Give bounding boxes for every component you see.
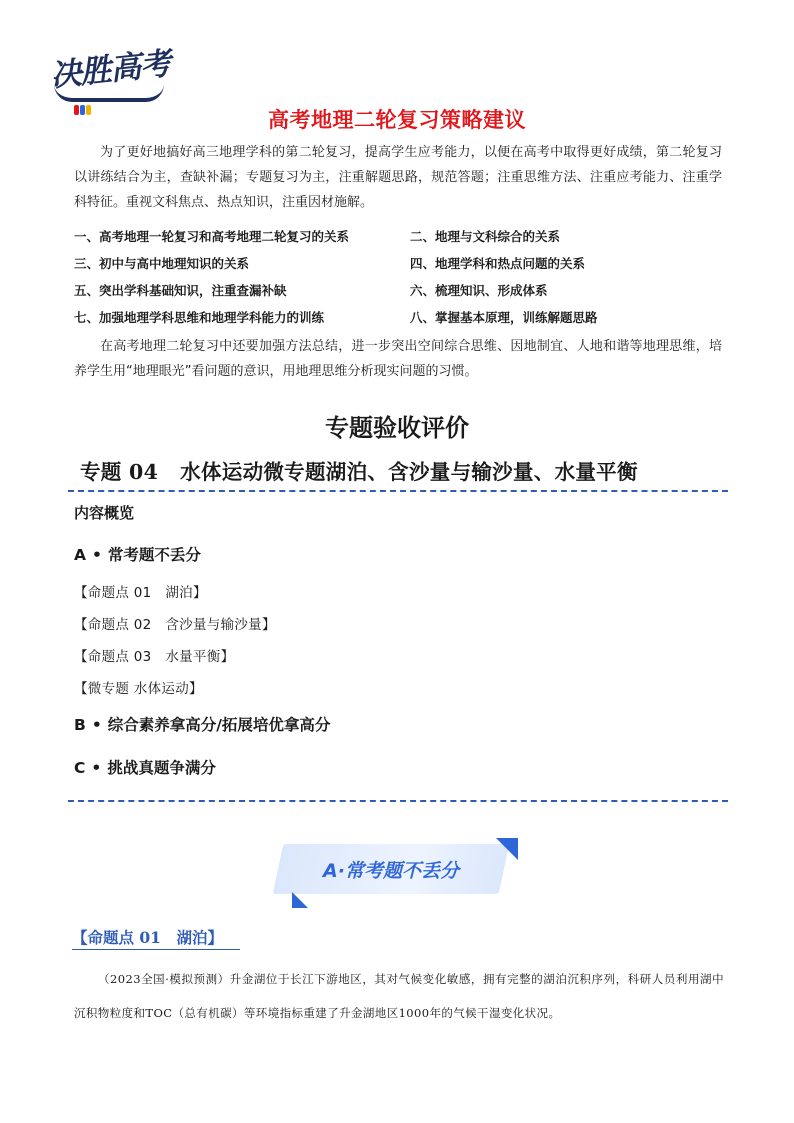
- group-a: [74, 543, 201, 565]
- list-item: 【命题点 03 水量平衡】: [74, 649, 235, 665]
- logo-swoosh: [54, 84, 164, 102]
- topic-number: 专题 04: [80, 460, 159, 484]
- group-dot: •: [92, 546, 102, 564]
- logo-text: 决胜高考: [48, 45, 172, 95]
- section-badge: [278, 838, 518, 912]
- strategy-item: 六、梳理知识、形成体系: [410, 282, 548, 298]
- point-underline: [72, 949, 240, 950]
- group-text: 综合素养拿高分/拓展培优拿高分: [107, 716, 331, 734]
- dashed-divider: [68, 800, 728, 802]
- strategy-row: [74, 303, 734, 330]
- strategy-row: [74, 222, 734, 249]
- closing-paragraph: 在高考地理二轮复习中还要加强方法总结，进一步突出空间综合思维、因地制宜、人地和谐等地理思维，培养学生用“地理眼光”看问题的意识，用地理思维分析现实问题的习惯。: [74, 339, 722, 379]
- group-letter: A: [74, 546, 86, 564]
- strategy-row: [74, 276, 734, 303]
- group-letter: B: [74, 716, 86, 734]
- strategy-item: 四、地理学科和热点问题的关系: [410, 255, 586, 271]
- list-item: 【命题点 02 含沙量与输沙量】: [74, 617, 276, 633]
- strategy-item: 一、高考地理一轮复习和高考地理二轮复习的关系: [74, 228, 350, 244]
- overview-label: 内容概览: [74, 504, 135, 522]
- intro-paragraph: 为了更好地搞好高三地理学科的第二轮复习，提高学生应考能力，以便在高考中取得更好成绩，第二轮复习以讲练结合为主，查缺补漏；专题复习为主，注重解题思路，规范答题；注重思维方法、注重应考能力、注重学科特征。重视文科焦点、热点知识，注重因材施解。: [74, 145, 722, 210]
- question-text: （2023全国·模拟预测）升金湖位于长江下游地区，其对气候变化敏感，拥有完整的湖泊沉积序列，科研人员利用湖中沉积物粒度和TOC（总有机碳）等环境指标重建了升金湖地区1000年的气候干湿变化状况。: [74, 972, 724, 1020]
- badge-corner-icon: [292, 892, 308, 908]
- group-c: [74, 756, 216, 778]
- group-letter: C: [74, 759, 86, 777]
- strategy-item: 八、掌握基本原理，训练解题思路: [410, 309, 598, 325]
- topic-title: [80, 455, 638, 485]
- strategy-item: 五、突出学科基础知识，注重查漏补缺: [74, 282, 287, 298]
- page-title: 高考地理二轮复习策略建议: [268, 108, 526, 132]
- strategy-list: [74, 222, 734, 330]
- strategy-row: [74, 249, 734, 276]
- group-dot: •: [91, 716, 102, 734]
- group-b: [74, 713, 330, 735]
- badge-text: A·常考题不丢分: [323, 859, 459, 882]
- dashed-divider: [68, 490, 728, 492]
- strategy-item: 七、加强地理学科思维和地理学科能力的训练: [74, 309, 325, 325]
- group-dot: •: [91, 759, 102, 777]
- topic-name: 水体运动微专题湖泊、含沙量与输沙量、水量平衡: [180, 460, 638, 484]
- list-item: 【命题点 01 湖泊】: [74, 585, 207, 601]
- strategy-item: 三、初中与高中地理知识的关系: [74, 255, 250, 271]
- point-heading: 【命题点 01 湖泊】: [72, 928, 223, 947]
- section-title: 专题验收评价: [325, 414, 469, 442]
- group-text: 常考题不丢分: [107, 546, 201, 564]
- group-text: 挑战真题争满分: [107, 759, 216, 777]
- strategy-item: 二、地理与文科综合的关系: [410, 228, 561, 244]
- list-item: 【微专题 水体运动】: [74, 681, 203, 697]
